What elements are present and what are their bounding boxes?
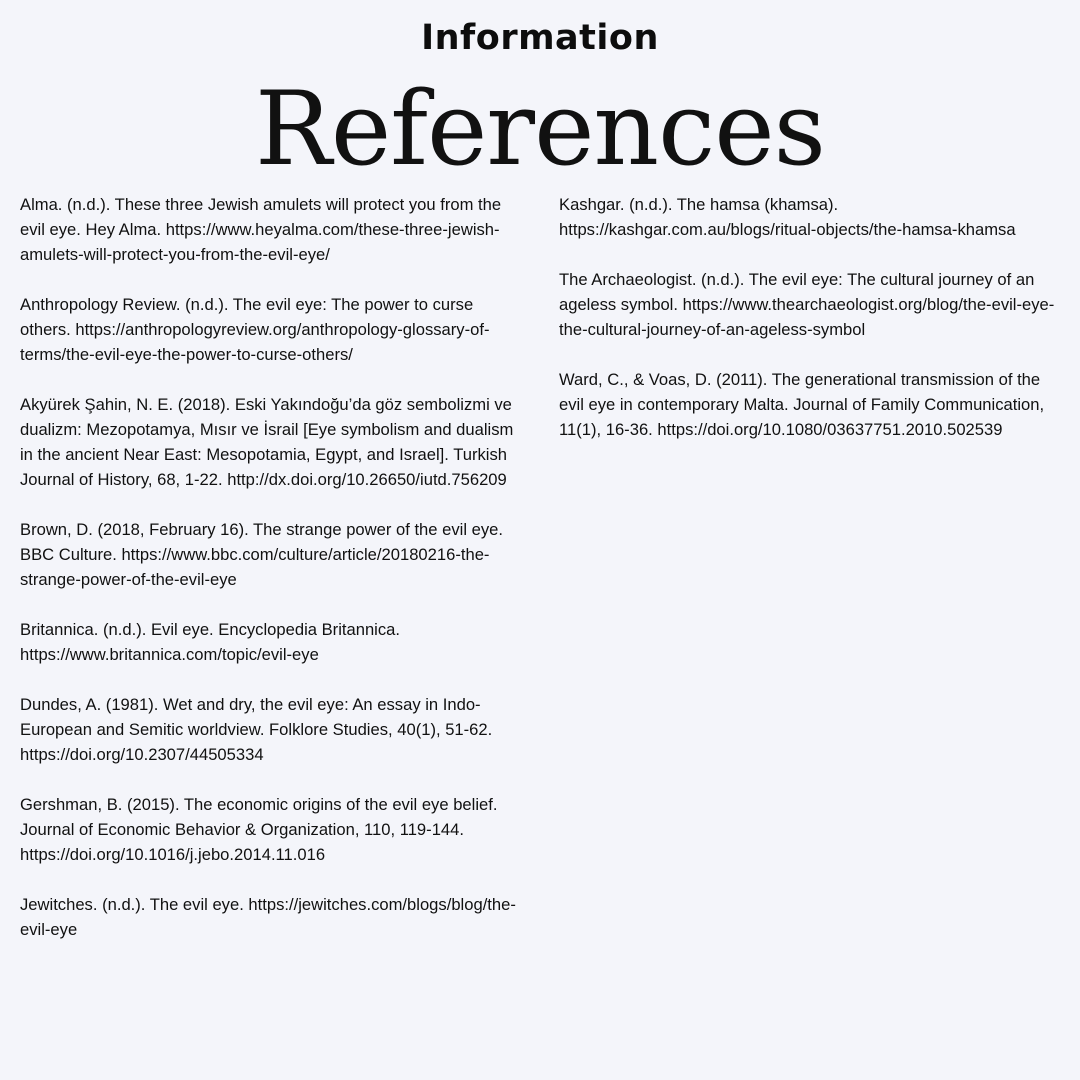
reference-entry: Gershman, B. (2015). The economic origins of the evil eye belief. Journal of Economic Behavior & Organization, 110, 119-144. https://doi.org/10.1016/j.jebo.2014.11.016 — [20, 795, 498, 864]
reference-entry: Akyürek Şahin, N. E. (2018). Eski Yakındoğu’da göz sembolizmi ve dualizm: Mezopotamya, Mısır ve İsrail [Eye symbolism and dualism in the ancient Near East: Mesopotamia, Egypt, and Israel]. Turkish Journal of History, 68, 1-22. http://dx.doi.org/10.26650/iutd.756209 — [20, 395, 514, 489]
references-right-column — [559, 192, 1064, 467]
reference-entry: Alma. (n.d.). These three Jewish amulets will protect you from the evil eye. Hey Alma. https://www.heyalma.com/these-three-jewish-amulets-will-protect-you-from-the-evil-eye/ — [20, 195, 502, 264]
page-title: References — [255, 70, 825, 189]
reference-entry: Ward, C., & Voas, D. (2011). The generational transmission of the evil eye in contemporary Malta. Journal of Family Communication, 11(1), 16-36. https://doi.org/10.1080/03637751.2010.502539 — [559, 370, 1045, 439]
references-left-column — [20, 192, 525, 967]
reference-entry: Kashgar. (n.d.). The hamsa (khamsa). https://kashgar.com.au/blogs/ritual-objects/the-hamsa-khamsa — [559, 195, 1016, 239]
reference-entry: The Archaeologist. (n.d.). The evil eye: The cultural journey of an ageless symbol. https://www.thearchaeologist.org/blog/the-evil-eye-the-cultural-journey-of-an-ageless-symbol — [559, 270, 1055, 339]
reference-entry: Anthropology Review. (n.d.). The evil eye: The power to curse others. https://anthropologyreview.org/anthropology-glossary-of-terms/the-evil-eye-the-power-to-curse-others/ — [20, 295, 490, 364]
reference-entry: Brown, D. (2018, February 16). The strange power of the evil eye. BBC Culture. https://www.bbc.com/culture/article/20180216-the-strange-power-of-the-evil-eye — [20, 520, 504, 589]
reference-entry: Dundes, A. (1981). Wet and dry, the evil eye: An essay in Indo-European and Semitic worldview. Folklore Studies, 40(1), 51-62. https://doi.org/10.2307/44505334 — [20, 695, 493, 764]
reference-entry: Jewitches. (n.d.). The evil eye. https://jewitches.com/blogs/blog/the-evil-eye — [20, 895, 516, 939]
reference-entry: Britannica. (n.d.). Evil eye. Encyclopedia Britannica. https://www.britannica.com/topic/evil-eye — [20, 620, 400, 664]
section-label: Information — [421, 18, 659, 58]
